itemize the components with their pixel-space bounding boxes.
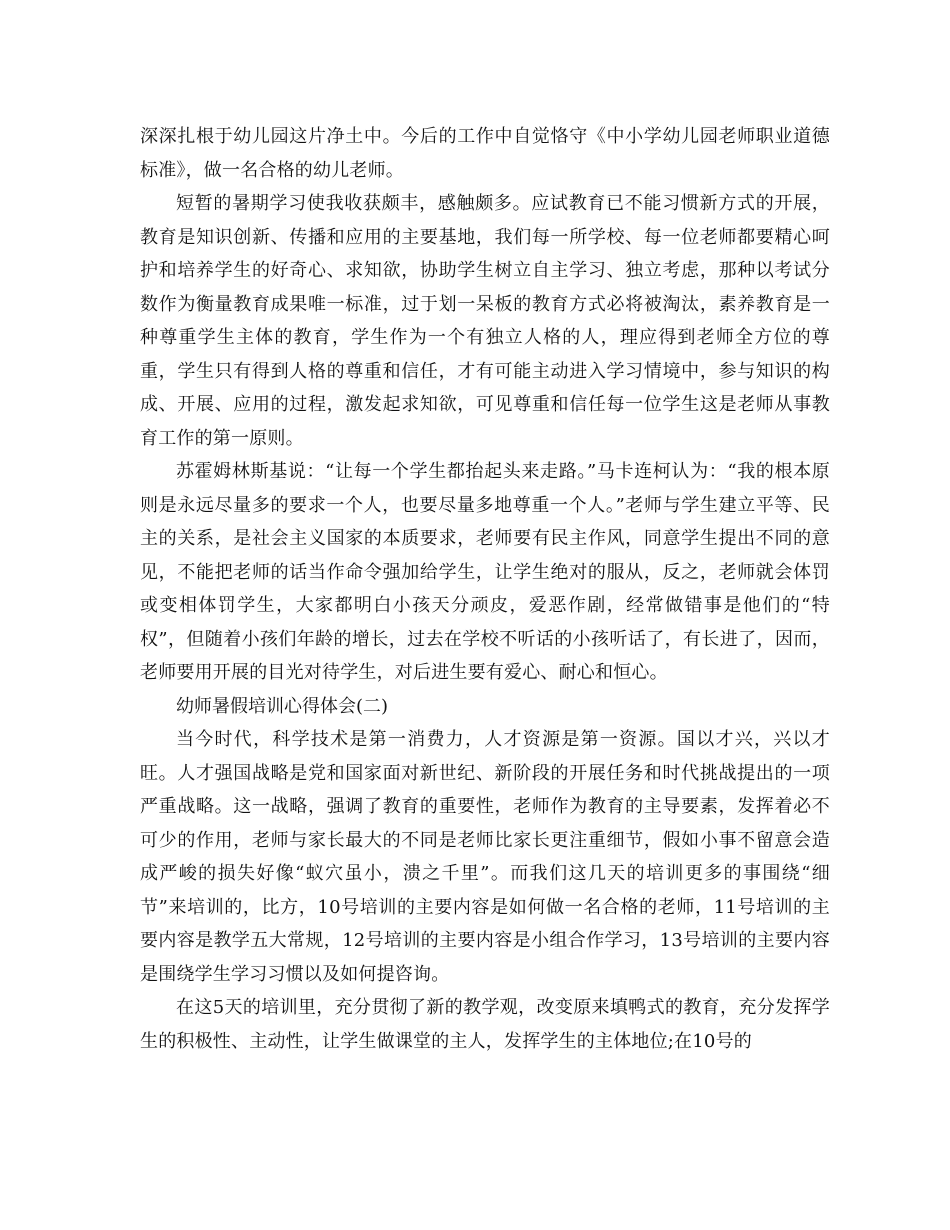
section-heading: 幼师暑假培训心得体会(二) <box>176 695 389 717</box>
paragraph-teacher-student-relation: 苏霍姆林斯基说：“让每一个学生都抬起头来走路。”马卡连柯认为：“我的根本原则是永远尽量多的要求一个人，也要尽量多地尊重一个人。”老师与学生建立平等、民主的关系，是社会主义国家的本质要求，老师要有民主作风，同意学生提出不同的意见，不能把老师的话当作命令强加给学生，让学生绝对的服从，反之，老师就会体罚或变相体罚学生，大家都明白小孩天分顽皮，爱恶作剧，经常做错事是他们的“特权”，但随着小孩们年龄的增长，过去在学校不听话的小孩听话了，有长进了，因而，老师要用开展的目光对待学生，对后进生要有爱心、耐心和恒心。 <box>140 461 830 683</box>
paragraph-talent-strategy: 当今时代，科学技术是第一消费力，人才资源是第一资源。国以才兴，兴以才旺。人才强国战略是党和国家面对新世纪、新阶段的开展任务和时代挑战提出的一项严重战略。这一战略，强调了教育的重要性，老师作为教育的主导要素，发挥着必不可少的作用，老师与家长最大的不同是老师比家长更注重细节，假如小事不留意会造成严峻的损失好像“蚁穴虽小，溃之千里”。而我们这几天的培训更多的事围绕“细节”来培训的，比方，10号培训的主要内容是如何做一名合格的老师，11号培训的主要内容是教学五大常规，12号培训的主要内容是小组合作学习，13号培训的主要内容是围绕学生学习习惯以及如何提咨询。 <box>140 729 830 985</box>
paragraph-continuation: 深深扎根于幼儿园这片净土中。今后的工作中自觉恪守《中小学幼儿园老师职业道德标准》，做一名合格的幼儿老师。 <box>140 126 830 181</box>
paragraph-five-day-training: 在这5天的培训里，充分贯彻了新的教学观，改变原来填鸭式的教育，充分发挥学生的积极性、主动性，让学生做课堂的主人，发挥学生的主体地位;在10号的 <box>140 997 830 1052</box>
paragraph-summer-study: 短暂的暑期学习使我收获颇丰，感触颇多。应试教育已不能习惯新方式的开展，教育是知识创新、传播和应用的主要基地，我们每一所学校、每一位老师都要精心呵护和培养学生的好奇心、求知欲，协助学生树立自主学习、独立考虑，那种以考试分数作为衡量教育成果唯一标准，过于划一呆板的教育方式必将被淘汰，素养教育是一种尊重学生主体的教育，学生作为一个有独立人格的人，理应得到老师全方位的尊重，学生只有得到人格的尊重和信任，才有可能主动进入学习情境中，参与知识的构成、开展、应用的过程，激发起求知欲，可见尊重和信任每一位学生这是老师从事教育工作的第一原则。 <box>140 193 830 449</box>
document-body <box>140 120 830 1058</box>
